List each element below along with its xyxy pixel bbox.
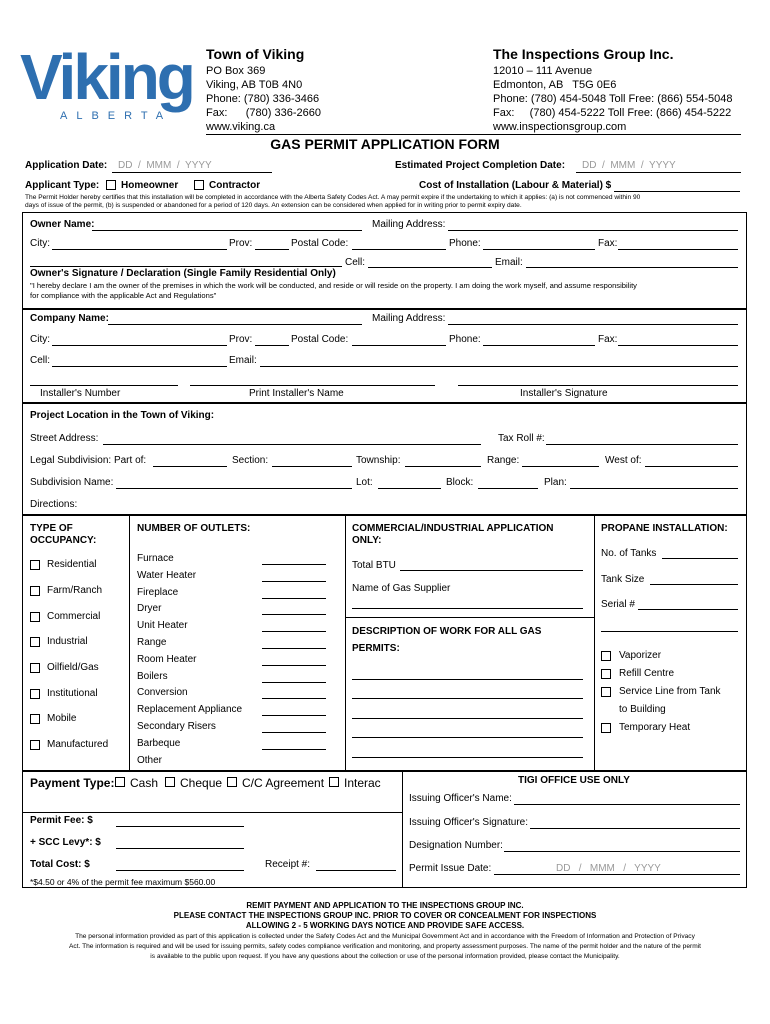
owner-city-label: City: (30, 238, 50, 249)
town-address-1: PO Box 369 (206, 65, 266, 77)
installer-signature-label: Installer's Signature (520, 388, 608, 399)
homeowner-checkbox[interactable] (106, 180, 116, 190)
owner-name-field[interactable] (92, 230, 362, 231)
outlet-count-field[interactable] (262, 732, 326, 733)
description-line-3[interactable] (352, 718, 583, 719)
occupancy-label: Institutional (47, 688, 98, 699)
town-title: Town of Viking (206, 46, 305, 62)
legal-part-field[interactable] (153, 466, 227, 467)
occupancy-checkbox[interactable] (30, 663, 40, 673)
occupancy-checkbox[interactable] (30, 586, 40, 596)
occupancy-checkbox[interactable] (30, 714, 40, 724)
tigi-fax: Fax: (780) 454-5222 Toll Free: (866) 454-5222 (493, 107, 732, 119)
gas-supplier-field[interactable] (352, 608, 583, 609)
interac-label: Interac (344, 776, 381, 790)
outlet-count-field[interactable] (262, 698, 326, 699)
directions-label: Directions: (30, 499, 78, 510)
issuing-name-label: Issuing Officer's Name: (409, 793, 512, 804)
tigi-title: The Inspections Group Inc. (493, 46, 674, 62)
owner-phone-field[interactable] (483, 249, 595, 250)
owner-phone-label: Phone: (449, 238, 481, 249)
block-label: Block: (446, 477, 474, 488)
outlets-title: NUMBER OF OUTLETS: (137, 523, 251, 534)
outlet-count-field[interactable] (262, 598, 326, 599)
scc-levy-label: + SCC Levy*: $ (30, 837, 101, 848)
plan-field[interactable] (570, 488, 738, 489)
township-label: Township: (356, 455, 401, 466)
issue-date-label: Permit Issue Date: (409, 863, 492, 874)
installer-number-label: Installer's Number (40, 388, 121, 399)
west-of-label: West of: (605, 455, 642, 466)
occupancy-checkbox[interactable] (30, 560, 40, 570)
designation-label: Designation Number: (409, 840, 503, 851)
company-name-label: Company Name: (30, 313, 109, 324)
service-line-label: Service Line from Tank (619, 686, 721, 697)
temporary-heat-label: Temporary Heat (619, 722, 691, 733)
serial-label: Serial # (601, 599, 635, 610)
plan-label: Plan: (544, 477, 567, 488)
interac-checkbox[interactable] (329, 777, 339, 787)
to-building-label: to Building (619, 704, 666, 715)
tank-size-field[interactable] (650, 584, 738, 585)
tigi-website: www.inspectionsgroup.com (493, 121, 627, 133)
footer-contact: PLEASE CONTACT THE INSPECTIONS GROUP INC. PRIOR TO COVER OR CONCEALMENT FOR INSPECTIONS (173, 911, 597, 920)
privacy-line-2: Act. The information is required and will be used for issuing permits, safety codes compliance verification and monitoring, and property assessment purposes. The name of the permit holder and the nature of the permit (69, 943, 701, 950)
form-title: GAS PERMIT APPLICATION FORM (270, 136, 500, 152)
occupancy-checkbox[interactable] (30, 689, 40, 699)
temporary-heat-checkbox[interactable] (601, 723, 611, 733)
logo-word: Viking (20, 41, 193, 113)
company-mailing-label: Mailing Address: (372, 313, 446, 324)
west-of-field[interactable] (645, 466, 738, 467)
cheque-label: Cheque (180, 776, 223, 790)
completion-date-label: Estimated Project Completion Date: (395, 160, 566, 171)
company-phone-label: Phone: (449, 334, 481, 345)
range-field[interactable] (522, 466, 599, 467)
outlet-label: Conversion (137, 687, 188, 699)
logo-sub: ALBERTA (60, 110, 173, 122)
owner-cell-field[interactable] (368, 267, 492, 268)
service-line-checkbox[interactable] (601, 687, 611, 697)
lot-field[interactable] (378, 488, 441, 489)
owner-email-field[interactable] (526, 267, 738, 268)
occupancy-label: Residential (47, 559, 97, 570)
outlet-count-field[interactable] (262, 715, 326, 716)
tigi-address-2: Edmonton, AB T5G 0E6 (493, 79, 617, 91)
occupancy-label: Farm/Ranch (47, 585, 103, 596)
block-field[interactable] (478, 488, 538, 489)
range-label: Range: (487, 455, 520, 466)
privacy-line-3: is available to the public upon request. If you have any questions about the collection or use of the personal information provided, please contact the Municipality. (150, 953, 620, 960)
receipt-field[interactable] (316, 870, 396, 871)
total-btu-label: Total BTU (352, 560, 396, 571)
owner-postal-label: Postal Code: (291, 238, 349, 249)
description-title-1: DESCRIPTION OF WORK FOR ALL GAS (352, 626, 542, 637)
completion-date-field[interactable]: DD / MMM / YYYY (582, 160, 676, 171)
owner-postal-field[interactable] (352, 249, 446, 250)
outlet-label: Range (137, 637, 167, 648)
applicant-type-label: Applicant Type: (25, 180, 100, 191)
issuing-signature-label: Issuing Officer's Signature: (409, 817, 529, 828)
occupancy-label: Manufactured (47, 739, 109, 750)
total-cost-label: Total Cost: $ (30, 859, 90, 870)
outlet-count-field[interactable] (262, 614, 326, 615)
owner-signature-title: Owner's Signature / Declaration (Single Family Residential Only) (30, 268, 336, 279)
office-title: TIGI OFFICE USE ONLY (518, 775, 630, 786)
outlet-count-field[interactable] (262, 564, 326, 565)
description-line-2[interactable] (352, 698, 583, 699)
outlet-label: Unit Heater (137, 620, 188, 632)
issuing-name-field[interactable] (514, 804, 740, 805)
company-city-field[interactable] (52, 345, 227, 346)
commercial-title-1: COMMERCIAL/INDUSTRIAL APPLICATION (352, 523, 554, 534)
outlet-label: Replacement Appliance (137, 704, 243, 716)
scc-levy-field[interactable] (116, 848, 244, 849)
company-prov-label: Prov: (229, 334, 253, 345)
disclaimer-line-1: The Permit Holder hereby certifies that this installation will be completed in accordance with the Alberta Safety Codes Act. A may permit expire if the undertaking to which it applies: (a) is not commenced within 90 (25, 194, 641, 201)
street-address-label: Street Address: (30, 433, 99, 444)
tax-roll-label: Tax Roll #: (498, 433, 545, 444)
receipt-label: Receipt #: (265, 859, 311, 870)
owner-city-field[interactable] (52, 249, 227, 250)
outlet-count-field[interactable] (262, 648, 326, 649)
location-title: Project Location in the Town of Viking: (30, 410, 215, 421)
town-phone: Phone: (780) 336-3466 (206, 93, 320, 105)
levy-footnote: *$4.50 or 4% of the permit fee maximum $560.00 (30, 877, 216, 887)
tigi-phone: Phone: (780) 454-5048 Toll Free: (866) 554-5048 (493, 93, 733, 105)
owner-fax-label: Fax: (598, 238, 618, 249)
tigi-address-1: 12010 – 111 Avenue (493, 65, 593, 77)
owner-fax-field[interactable] (618, 249, 738, 250)
cc-agreement-checkbox[interactable] (227, 777, 237, 787)
homeowner-label: Homeowner (121, 180, 179, 191)
owner-declaration-1: "I hereby declare I am the owner of the premises in which the work will be conducted, and reside or will reside on the property. I am doing the work myself, and assume responsibility (30, 281, 637, 290)
company-city-label: City: (30, 334, 50, 345)
town-address-2: Viking, AB T0B 4N0 (206, 79, 303, 91)
subdivision-field[interactable] (116, 488, 352, 489)
owner-mailing-label: Mailing Address: (372, 219, 446, 230)
outlet-label: Boilers (137, 670, 168, 682)
subdivision-label: Subdivision Name: (30, 477, 114, 488)
outlet-count-field[interactable] (262, 631, 326, 632)
cost-field[interactable] (614, 191, 740, 192)
payment-type-label: Payment Type: (30, 776, 115, 790)
outlet-label: Fireplace (137, 586, 179, 598)
issue-date-field[interactable]: DD / MMM / YYYY (556, 863, 661, 874)
company-email-field[interactable] (260, 366, 738, 367)
owner-email-label: Email: (495, 257, 523, 268)
occupancy-checkbox[interactable] (30, 740, 40, 750)
owner-mailing-field[interactable] (448, 230, 738, 231)
installer-number-field[interactable] (30, 385, 178, 386)
legal-part-label: Legal Subdivision: Part of: (30, 455, 147, 466)
company-cell-field[interactable] (52, 366, 227, 367)
refill-label: Refill Centre (619, 668, 675, 679)
vaporizer-checkbox[interactable] (601, 651, 611, 661)
installer-signature-field[interactable] (458, 385, 738, 386)
application-date-field[interactable]: DD / MMM / YYYY (118, 160, 212, 171)
occupancy-label: Oilfield/Gas (47, 662, 99, 673)
owner-name-label: Owner Name: (30, 219, 95, 230)
total-btu-field[interactable] (400, 570, 583, 571)
street-address-field[interactable] (103, 444, 481, 445)
outlet-label: Secondary Risers (137, 721, 216, 732)
company-fax-field[interactable] (618, 345, 738, 346)
disclaimer-line-2: days of issue of the permit, (b) is suspended or abandoned for a period of 120 days. An extension can be considered when applied for in writing prior to permit expiry date. (25, 202, 522, 209)
company-prov-field[interactable] (255, 345, 289, 346)
permit-fee-label: Permit Fee: $ (30, 815, 93, 826)
occupancy-title-2: OCCUPANCY: (30, 535, 97, 546)
owner-prov-field[interactable] (255, 249, 289, 250)
vaporizer-label: Vaporizer (619, 650, 662, 661)
occupancy-label: Mobile (47, 713, 77, 724)
occupancy-checkbox[interactable] (30, 637, 40, 647)
outlet-label: Barbeque (137, 737, 181, 749)
cost-label: Cost of Installation (Labour & Material) $ (419, 180, 612, 191)
installer-name-field[interactable] (190, 385, 435, 386)
application-date-label: Application Date: (25, 160, 108, 171)
cc-agreement-label: C/C Agreement (242, 776, 325, 790)
outlet-label: Water Heater (137, 569, 197, 581)
outlet-label: Room Heater (137, 653, 197, 665)
gas-supplier-label: Name of Gas Supplier (352, 583, 451, 594)
refill-checkbox[interactable] (601, 669, 611, 679)
town-website: www.viking.ca (206, 121, 276, 133)
company-cell-label: Cell: (30, 355, 51, 366)
owner-prov-label: Prov: (229, 238, 253, 249)
cheque-checkbox[interactable] (165, 777, 175, 787)
outlet-count-field[interactable] (262, 665, 326, 666)
propane-title: PROPANE INSTALLATION: (601, 523, 728, 534)
township-field[interactable] (405, 466, 481, 467)
occupancy-title-1: TYPE OF (30, 523, 73, 534)
serial-field[interactable] (638, 609, 738, 610)
issuing-signature-field[interactable] (530, 828, 740, 829)
designation-field[interactable] (504, 851, 740, 852)
company-postal-field[interactable] (352, 345, 446, 346)
town-fax: Fax: (780) 336-2660 (206, 107, 321, 119)
company-phone-field[interactable] (483, 345, 595, 346)
footer-notice: ALLOWING 2 - 5 WORKING DAYS NOTICE AND PROVIDE SAFE ACCESS. (245, 921, 525, 930)
occupancy-label: Commercial (47, 611, 101, 622)
tank-size-label: Tank Size (601, 574, 645, 585)
section-field[interactable] (272, 466, 352, 467)
serial-field-2[interactable] (601, 631, 738, 632)
description-line-5[interactable] (352, 757, 583, 758)
permit-fee-field[interactable] (116, 826, 244, 827)
tanks-label: No. of Tanks (601, 548, 657, 559)
cash-checkbox[interactable] (115, 777, 125, 787)
section-label: Section: (232, 455, 269, 466)
lot-label: Lot: (356, 477, 373, 488)
outlet-label: Dryer (137, 603, 162, 615)
total-cost-field[interactable] (116, 870, 244, 871)
outlet-count-field[interactable] (262, 581, 326, 582)
company-email-label: Email: (229, 355, 257, 366)
occupancy-label: Industrial (47, 636, 88, 647)
cash-label: Cash (130, 776, 159, 790)
company-postal-label: Postal Code: (291, 334, 349, 345)
occupancy-checkbox[interactable] (30, 612, 40, 622)
outlet-count-field[interactable] (262, 749, 326, 750)
contractor-checkbox[interactable] (194, 180, 204, 190)
description-title-2: PERMITS: (352, 643, 400, 654)
owner-cell-label: Cell: (345, 257, 366, 268)
company-name-field[interactable] (108, 324, 362, 325)
tanks-field[interactable] (662, 558, 738, 559)
footer-remit: REMIT PAYMENT AND APPLICATION TO THE INSPECTIONS GROUP INC. (246, 901, 524, 910)
description-line-4[interactable] (352, 737, 583, 738)
installer-name-label: Print Installer's Name (249, 388, 344, 399)
company-fax-label: Fax: (598, 334, 618, 345)
description-line-1[interactable] (352, 679, 583, 680)
outlet-count-field[interactable] (262, 682, 326, 683)
company-mailing-field[interactable] (448, 324, 738, 325)
privacy-line-1: The personal information provided as part of this application is collected under the Safety Codes Act and the Municipal Government Act and in accordance with the Freedom of Information and Protection of Privacy (75, 933, 695, 940)
contractor-label: Contractor (209, 180, 261, 191)
owner-declaration-2: for compliance with the applicable Act and Regulations" (30, 291, 217, 300)
commercial-title-2: ONLY: (352, 535, 382, 546)
outlet-label: Furnace (137, 553, 174, 564)
tax-roll-field[interactable] (546, 444, 738, 445)
outlet-label: Other (137, 754, 163, 766)
